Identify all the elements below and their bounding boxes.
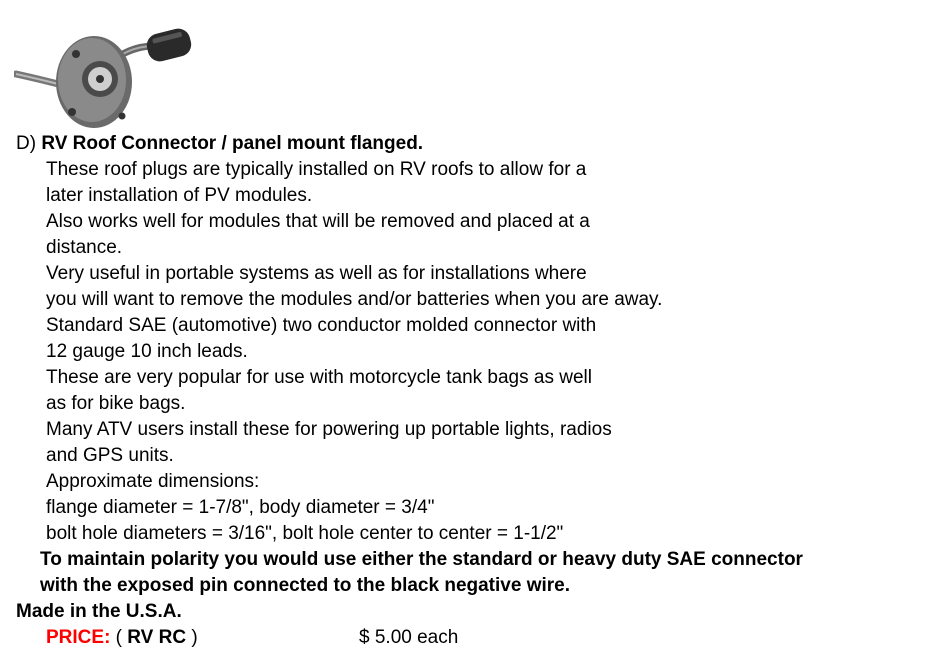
product-sku: RV RC <box>127 627 187 648</box>
price-open: ( <box>110 627 128 648</box>
polarity-note: To maintain polarity you would use either the standard or heavy duty SAE connector <box>40 549 803 570</box>
description-line: Standard SAE (automotive) two conductor molded connector with <box>46 315 597 336</box>
description-line: distance. <box>46 237 123 258</box>
price-line <box>46 625 198 651</box>
product-heading <box>16 131 423 157</box>
description-line: These are very popular for use with motorcycle tank bags as well <box>46 367 592 388</box>
description-line: you will want to remove the modules and/or batteries when you are away. <box>46 289 663 310</box>
description-line: Also works well for modules that will be removed and placed at a <box>46 211 590 232</box>
product-title: RV Roof Connector / panel mount flanged. <box>41 133 424 154</box>
dimension-line: flange diameter = 1-7/8", body diameter = 3/4" <box>46 497 435 518</box>
description-line: These roof plugs are typically installed on RV roofs to allow for a <box>46 159 587 180</box>
origin-note: Made in the U.S.A. <box>16 601 182 622</box>
description-line: as for bike bags. <box>46 393 186 414</box>
price-value: $ 5.00 each <box>359 627 459 648</box>
price-label: PRICE: <box>46 627 111 648</box>
item-letter: D) <box>16 133 42 154</box>
description-line: 12 gauge 10 inch leads. <box>46 341 248 362</box>
description-line: Many ATV users install these for powering up portable lights, radios <box>46 419 612 440</box>
description-line: Very useful in portable systems as well as for installations where <box>46 263 587 284</box>
description-line: Approximate dimensions: <box>46 471 260 492</box>
rv-roof-connector-photo <box>14 24 194 134</box>
price-close: ) <box>186 627 198 648</box>
dimension-line: bolt hole diameters = 3/16", bolt hole center to center = 1-1/2" <box>46 523 564 544</box>
description-line: and GPS units. <box>46 445 174 466</box>
description-line: later installation of PV modules. <box>46 185 313 206</box>
polarity-note: with the exposed pin connected to the black negative wire. <box>40 575 570 596</box>
